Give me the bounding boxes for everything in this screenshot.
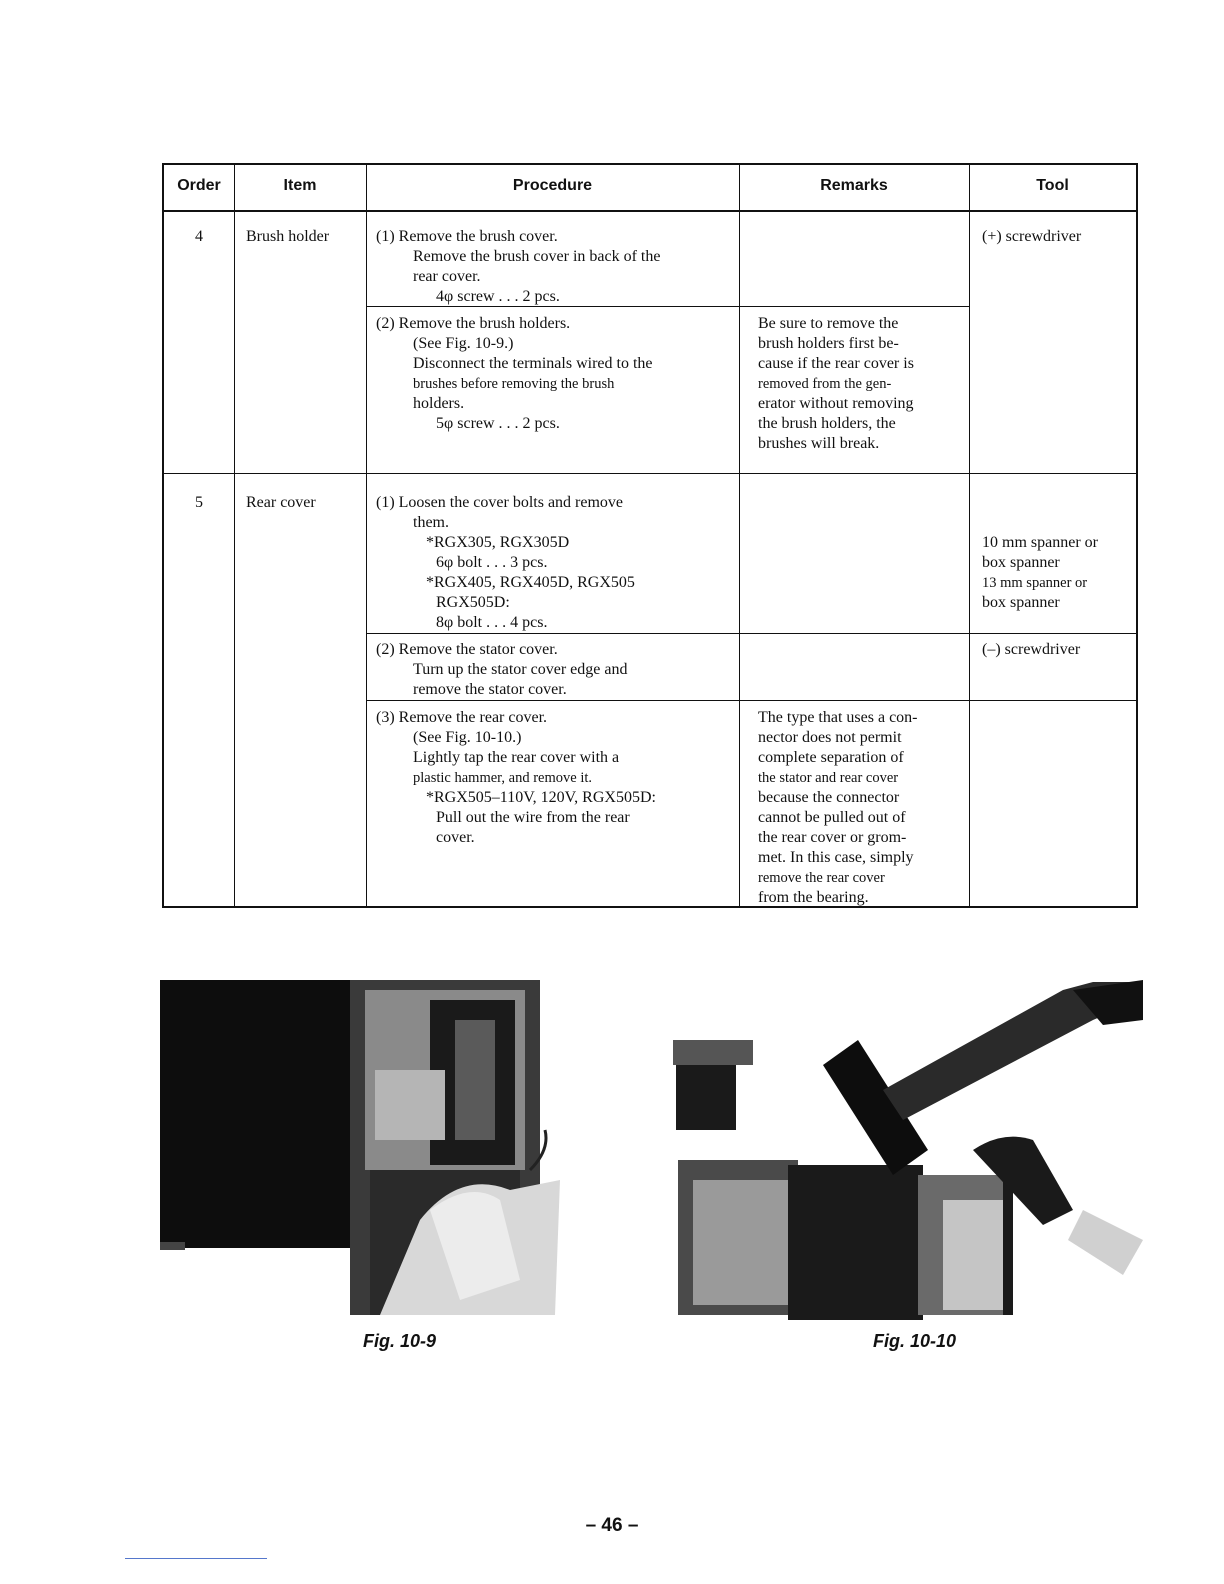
row-order: 4 bbox=[195, 228, 203, 245]
remark-line: cannot be pulled out of bbox=[758, 809, 906, 826]
step-divider bbox=[366, 700, 1136, 701]
step-line: 4φ screw . . . 2 pcs. bbox=[436, 288, 560, 305]
remark-line: remove the rear cover bbox=[758, 870, 885, 886]
row-order: 5 bbox=[195, 494, 203, 511]
row-item: Rear cover bbox=[246, 494, 316, 511]
step-line: brushes before removing the brush bbox=[413, 376, 615, 392]
procedure-step bbox=[376, 227, 660, 307]
step-line: (See Fig. 10-9.) bbox=[413, 335, 514, 352]
step-line: cover. bbox=[436, 829, 475, 846]
step-line: 6φ bolt . . . 3 pcs. bbox=[436, 554, 548, 571]
tool-text bbox=[982, 533, 1098, 613]
header-remarks: Remarks bbox=[820, 177, 888, 194]
remark-line: cause if the rear cover is bbox=[758, 355, 914, 372]
tool-line: 13 mm spanner or bbox=[982, 575, 1088, 591]
remark-line: removed from the gen- bbox=[758, 376, 892, 392]
tool-line: box spanner bbox=[982, 594, 1060, 611]
step-line: (See Fig. 10-10.) bbox=[413, 729, 522, 746]
rear-cover-photo-image bbox=[673, 980, 1143, 1320]
remark-line: from the bearing. bbox=[758, 889, 869, 906]
procedure-step bbox=[376, 708, 656, 848]
tool-text: (–) screwdriver bbox=[982, 641, 1081, 658]
remark-line: met. In this case, simply bbox=[758, 849, 914, 866]
step-line: (1) Remove the brush cover. bbox=[376, 228, 558, 245]
column-divider bbox=[969, 165, 970, 908]
procedure-step bbox=[376, 640, 627, 700]
step-line: (1) Loosen the cover bolts and remove bbox=[376, 494, 624, 511]
procedure-table bbox=[162, 163, 1138, 908]
step-line: them. bbox=[413, 514, 449, 531]
figure-10-10-photo bbox=[673, 980, 1143, 1320]
remark-line: erator without removing bbox=[758, 395, 914, 412]
remark-line: the stator and rear cover bbox=[758, 770, 899, 786]
remarks-text bbox=[758, 314, 914, 454]
remark-line: nector does not permit bbox=[758, 729, 902, 746]
figure-10-10-caption: Fig. 10-10 bbox=[873, 1331, 957, 1351]
header-tool: Tool bbox=[1036, 177, 1069, 194]
procedure-step bbox=[376, 493, 635, 633]
page-number: – 46 – bbox=[585, 1515, 639, 1536]
remark-line: because the connector bbox=[758, 789, 900, 806]
remark-line: the brush holders, the bbox=[758, 415, 896, 432]
step-line: Lightly tap the rear cover with a bbox=[413, 749, 620, 766]
step-line: Pull out the wire from the rear bbox=[436, 809, 630, 826]
step-line: Turn up the stator cover edge and bbox=[413, 661, 628, 678]
step-line: (2) Remove the stator cover. bbox=[376, 641, 558, 658]
step-line: (3) Remove the rear cover. bbox=[376, 709, 548, 726]
remark-line: brush holders first be- bbox=[758, 335, 899, 352]
brush-holder-photo-image bbox=[160, 980, 565, 1315]
tool-line: box spanner bbox=[982, 554, 1060, 571]
header-order: Order bbox=[177, 177, 221, 194]
remark-line: complete separation of bbox=[758, 749, 904, 766]
step-line: Remove the brush cover in back of the bbox=[413, 248, 661, 265]
step-line: (2) Remove the brush holders. bbox=[376, 315, 571, 332]
row-divider bbox=[164, 473, 1136, 474]
column-divider bbox=[366, 165, 367, 908]
step-divider bbox=[366, 633, 1136, 634]
figure-10-9-photo bbox=[160, 980, 565, 1315]
step-line: *RGX505–110V, 120V, RGX505D: bbox=[426, 789, 656, 806]
header-procedure: Procedure bbox=[512, 177, 593, 194]
footer-rule bbox=[125, 1558, 267, 1559]
header-divider bbox=[164, 210, 1136, 212]
step-line: *RGX405, RGX405D, RGX505 bbox=[426, 574, 635, 591]
column-divider bbox=[234, 165, 235, 908]
figure-10-9-caption: Fig. 10-9 bbox=[363, 1331, 437, 1351]
step-line: *RGX305, RGX305D bbox=[426, 534, 570, 551]
step-line: rear cover. bbox=[413, 268, 481, 285]
remark-line: the rear cover or grom- bbox=[758, 829, 907, 846]
remark-line: The type that uses a con- bbox=[758, 709, 918, 726]
header-item: Item bbox=[283, 177, 317, 194]
procedure-step bbox=[376, 314, 652, 434]
step-line: holders. bbox=[413, 395, 465, 412]
step-line: remove the stator cover. bbox=[413, 681, 567, 698]
remark-line: Be sure to remove the bbox=[758, 315, 899, 332]
tool-text: (+) screwdriver bbox=[982, 228, 1082, 245]
column-divider bbox=[739, 165, 740, 908]
step-line: plastic hammer, and remove it. bbox=[413, 770, 592, 786]
remarks-text bbox=[758, 708, 918, 908]
step-line: 5φ screw . . . 2 pcs. bbox=[436, 415, 560, 432]
step-line: RGX505D: bbox=[436, 594, 510, 611]
step-line: Disconnect the terminals wired to the bbox=[413, 355, 653, 372]
tool-line: 10 mm spanner or bbox=[982, 534, 1098, 551]
row-item: Brush holder bbox=[246, 228, 330, 245]
remark-line: brushes will break. bbox=[758, 435, 880, 452]
step-line: 8φ bolt . . . 4 pcs. bbox=[436, 614, 548, 631]
